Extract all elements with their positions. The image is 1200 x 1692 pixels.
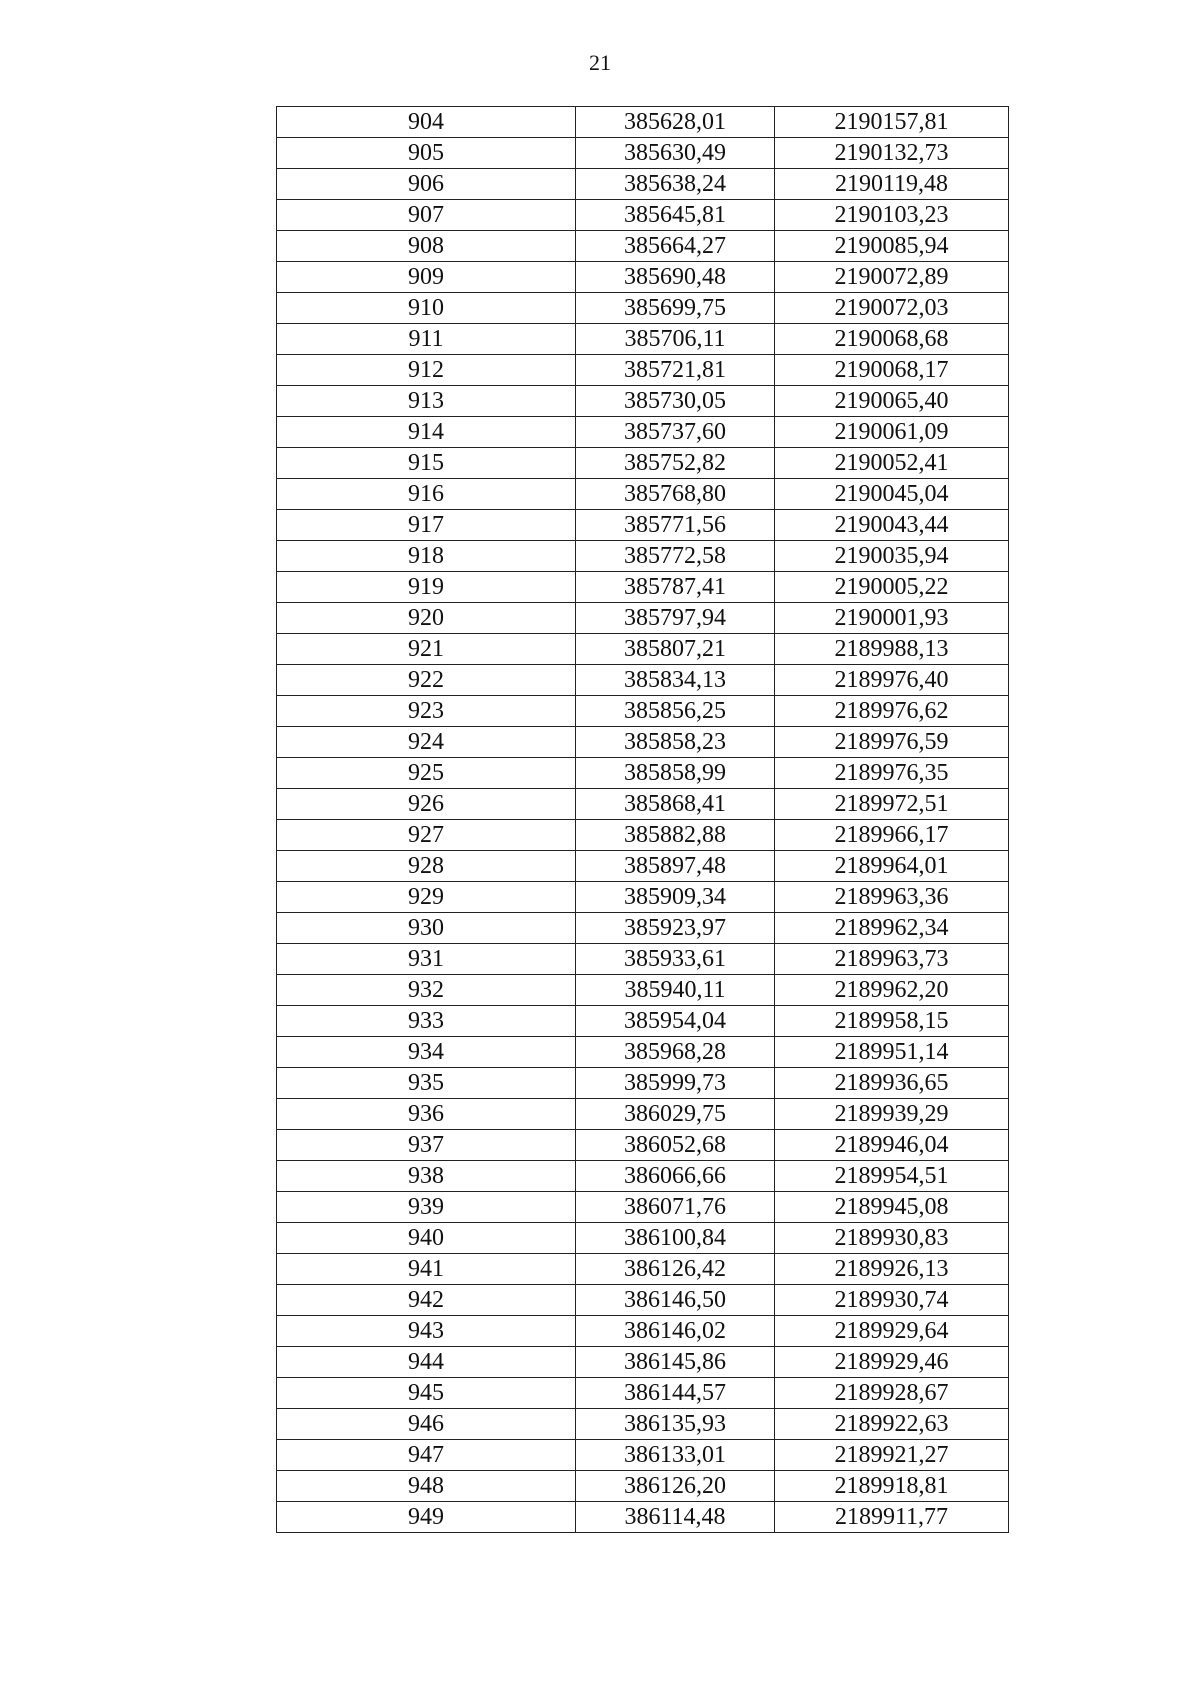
x-coordinate-cell: 385690,48 (576, 262, 775, 293)
table-row (277, 138, 1009, 169)
point-number-cell: 915 (277, 448, 576, 479)
x-coordinate-cell: 385664,27 (576, 231, 775, 262)
y-coordinate-cell: 2189976,62 (775, 696, 1009, 727)
x-coordinate-cell: 386071,76 (576, 1192, 775, 1223)
point-number-cell: 937 (277, 1130, 576, 1161)
x-coordinate-cell: 385737,60 (576, 417, 775, 448)
x-coordinate-cell: 386100,84 (576, 1223, 775, 1254)
table-row (277, 1099, 1009, 1130)
y-coordinate-cell: 2189945,08 (775, 1192, 1009, 1223)
y-coordinate-cell: 2189963,73 (775, 944, 1009, 975)
y-coordinate-cell: 2189972,51 (775, 789, 1009, 820)
y-coordinate-cell: 2190132,73 (775, 138, 1009, 169)
point-number-cell: 925 (277, 758, 576, 789)
point-number-cell: 906 (277, 169, 576, 200)
y-coordinate-cell: 2189921,27 (775, 1440, 1009, 1471)
y-coordinate-cell: 2190103,23 (775, 200, 1009, 231)
y-coordinate-cell: 2189928,67 (775, 1378, 1009, 1409)
table-row (277, 1006, 1009, 1037)
y-coordinate-cell: 2190068,17 (775, 355, 1009, 386)
x-coordinate-cell: 385882,88 (576, 820, 775, 851)
table-row (277, 1440, 1009, 1471)
y-coordinate-cell: 2189929,64 (775, 1316, 1009, 1347)
table-row (277, 913, 1009, 944)
table-row (277, 882, 1009, 913)
y-coordinate-cell: 2190045,04 (775, 479, 1009, 510)
y-coordinate-cell: 2189929,46 (775, 1347, 1009, 1378)
x-coordinate-cell: 385628,01 (576, 107, 775, 138)
table-row (277, 355, 1009, 386)
y-coordinate-cell: 2189930,83 (775, 1223, 1009, 1254)
point-number-cell: 916 (277, 479, 576, 510)
y-coordinate-cell: 2190052,41 (775, 448, 1009, 479)
x-coordinate-cell: 386146,50 (576, 1285, 775, 1316)
table-row (277, 510, 1009, 541)
y-coordinate-cell: 2190035,94 (775, 541, 1009, 572)
point-number-cell: 924 (277, 727, 576, 758)
x-coordinate-cell: 385858,99 (576, 758, 775, 789)
y-coordinate-cell: 2190065,40 (775, 386, 1009, 417)
y-coordinate-cell: 2189930,74 (775, 1285, 1009, 1316)
x-coordinate-cell: 385923,97 (576, 913, 775, 944)
y-coordinate-cell: 2189936,65 (775, 1068, 1009, 1099)
point-number-cell: 926 (277, 789, 576, 820)
table-row (277, 975, 1009, 1006)
x-coordinate-cell: 385933,61 (576, 944, 775, 975)
point-number-cell: 907 (277, 200, 576, 231)
y-coordinate-cell: 2189951,14 (775, 1037, 1009, 1068)
table-row (277, 1254, 1009, 1285)
point-number-cell: 910 (277, 293, 576, 324)
table-row (277, 758, 1009, 789)
point-number-cell: 945 (277, 1378, 576, 1409)
y-coordinate-cell: 2190043,44 (775, 510, 1009, 541)
table-row (277, 1409, 1009, 1440)
table-row (277, 634, 1009, 665)
y-coordinate-cell: 2190001,93 (775, 603, 1009, 634)
table-row (277, 324, 1009, 355)
x-coordinate-cell: 385706,11 (576, 324, 775, 355)
x-coordinate-cell: 385721,81 (576, 355, 775, 386)
table-row (277, 944, 1009, 975)
table-row (277, 1130, 1009, 1161)
x-coordinate-cell: 386135,93 (576, 1409, 775, 1440)
point-number-cell: 914 (277, 417, 576, 448)
x-coordinate-cell: 385868,41 (576, 789, 775, 820)
x-coordinate-cell: 386126,20 (576, 1471, 775, 1502)
x-coordinate-cell: 386126,42 (576, 1254, 775, 1285)
x-coordinate-cell: 385645,81 (576, 200, 775, 231)
table-row (277, 820, 1009, 851)
point-number-cell: 927 (277, 820, 576, 851)
x-coordinate-cell: 385752,82 (576, 448, 775, 479)
y-coordinate-cell: 2189954,51 (775, 1161, 1009, 1192)
y-coordinate-cell: 2190068,68 (775, 324, 1009, 355)
x-coordinate-cell: 385730,05 (576, 386, 775, 417)
table-row (277, 231, 1009, 262)
y-coordinate-cell: 2189918,81 (775, 1471, 1009, 1502)
point-number-cell: 941 (277, 1254, 576, 1285)
table-row (277, 572, 1009, 603)
point-number-cell: 943 (277, 1316, 576, 1347)
x-coordinate-cell: 386144,57 (576, 1378, 775, 1409)
x-coordinate-cell: 385909,34 (576, 882, 775, 913)
x-coordinate-cell: 386052,68 (576, 1130, 775, 1161)
table-row (277, 789, 1009, 820)
point-number-cell: 912 (277, 355, 576, 386)
table-row (277, 1347, 1009, 1378)
table-row (277, 1502, 1009, 1533)
point-number-cell: 932 (277, 975, 576, 1006)
point-number-cell: 939 (277, 1192, 576, 1223)
x-coordinate-cell: 385772,58 (576, 541, 775, 572)
table-row (277, 1471, 1009, 1502)
table-row (277, 479, 1009, 510)
point-number-cell: 909 (277, 262, 576, 293)
point-number-cell: 946 (277, 1409, 576, 1440)
y-coordinate-cell: 2190072,89 (775, 262, 1009, 293)
point-number-cell: 934 (277, 1037, 576, 1068)
point-number-cell: 935 (277, 1068, 576, 1099)
table-row (277, 293, 1009, 324)
table-row (277, 1285, 1009, 1316)
x-coordinate-cell: 385999,73 (576, 1068, 775, 1099)
y-coordinate-cell: 2189946,04 (775, 1130, 1009, 1161)
x-coordinate-cell: 385897,48 (576, 851, 775, 882)
x-coordinate-cell: 385834,13 (576, 665, 775, 696)
table-row (277, 1037, 1009, 1068)
point-number-cell: 922 (277, 665, 576, 696)
table-row (277, 417, 1009, 448)
table-row (277, 107, 1009, 138)
point-number-cell: 919 (277, 572, 576, 603)
y-coordinate-cell: 2189939,29 (775, 1099, 1009, 1130)
y-coordinate-cell: 2189976,40 (775, 665, 1009, 696)
point-number-cell: 949 (277, 1502, 576, 1533)
table-row (277, 262, 1009, 293)
point-number-cell: 936 (277, 1099, 576, 1130)
page-number: 21 (589, 50, 611, 75)
y-coordinate-cell: 2190005,22 (775, 572, 1009, 603)
x-coordinate-cell: 385797,94 (576, 603, 775, 634)
point-number-cell: 911 (277, 324, 576, 355)
point-number-cell: 908 (277, 231, 576, 262)
table-row (277, 1068, 1009, 1099)
point-number-cell: 913 (277, 386, 576, 417)
y-coordinate-cell: 2189962,34 (775, 913, 1009, 944)
x-coordinate-cell: 386145,86 (576, 1347, 775, 1378)
table-row (277, 448, 1009, 479)
x-coordinate-cell: 385954,04 (576, 1006, 775, 1037)
y-coordinate-cell: 2189926,13 (775, 1254, 1009, 1285)
x-coordinate-cell: 385856,25 (576, 696, 775, 727)
point-number-cell: 944 (277, 1347, 576, 1378)
y-coordinate-cell: 2189964,01 (775, 851, 1009, 882)
table-row (277, 1316, 1009, 1347)
point-number-cell: 933 (277, 1006, 576, 1037)
x-coordinate-cell: 385940,11 (576, 975, 775, 1006)
point-number-cell: 930 (277, 913, 576, 944)
y-coordinate-cell: 2189963,36 (775, 882, 1009, 913)
y-coordinate-cell: 2190072,03 (775, 293, 1009, 324)
table-row (277, 1161, 1009, 1192)
x-coordinate-cell: 385638,24 (576, 169, 775, 200)
table-row (277, 200, 1009, 231)
table-row (277, 1223, 1009, 1254)
x-coordinate-cell: 386066,66 (576, 1161, 775, 1192)
y-coordinate-cell: 2189966,17 (775, 820, 1009, 851)
table-row (277, 665, 1009, 696)
y-coordinate-cell: 2190061,09 (775, 417, 1009, 448)
x-coordinate-cell: 386133,01 (576, 1440, 775, 1471)
y-coordinate-cell: 2190119,48 (775, 169, 1009, 200)
x-coordinate-cell: 385787,41 (576, 572, 775, 603)
x-coordinate-cell: 385858,23 (576, 727, 775, 758)
x-coordinate-cell: 385768,80 (576, 479, 775, 510)
point-number-cell: 940 (277, 1223, 576, 1254)
x-coordinate-cell: 386146,02 (576, 1316, 775, 1347)
x-coordinate-cell: 385771,56 (576, 510, 775, 541)
point-number-cell: 947 (277, 1440, 576, 1471)
table-row (277, 603, 1009, 634)
coordinates-table (276, 106, 1009, 1533)
point-number-cell: 938 (277, 1161, 576, 1192)
point-number-cell: 920 (277, 603, 576, 634)
x-coordinate-cell: 385630,49 (576, 138, 775, 169)
x-coordinate-cell: 385968,28 (576, 1037, 775, 1068)
point-number-cell: 918 (277, 541, 576, 572)
y-coordinate-cell: 2190157,81 (775, 107, 1009, 138)
point-number-cell: 929 (277, 882, 576, 913)
y-coordinate-cell: 2190085,94 (775, 231, 1009, 262)
y-coordinate-cell: 2189976,59 (775, 727, 1009, 758)
y-coordinate-cell: 2189911,77 (775, 1502, 1009, 1533)
y-coordinate-cell: 2189958,15 (775, 1006, 1009, 1037)
x-coordinate-cell: 386029,75 (576, 1099, 775, 1130)
point-number-cell: 904 (277, 107, 576, 138)
y-coordinate-cell: 2189962,20 (775, 975, 1009, 1006)
y-coordinate-cell: 2189976,35 (775, 758, 1009, 789)
table-row (277, 1378, 1009, 1409)
table-row (277, 169, 1009, 200)
table-row (277, 851, 1009, 882)
point-number-cell: 928 (277, 851, 576, 882)
point-number-cell: 921 (277, 634, 576, 665)
table-row (277, 696, 1009, 727)
point-number-cell: 917 (277, 510, 576, 541)
point-number-cell: 923 (277, 696, 576, 727)
coordinates-table-body (277, 107, 1009, 1533)
point-number-cell: 948 (277, 1471, 576, 1502)
table-row (277, 541, 1009, 572)
y-coordinate-cell: 2189922,63 (775, 1409, 1009, 1440)
y-coordinate-cell: 2189988,13 (775, 634, 1009, 665)
point-number-cell: 931 (277, 944, 576, 975)
x-coordinate-cell: 386114,48 (576, 1502, 775, 1533)
table-row (277, 1192, 1009, 1223)
x-coordinate-cell: 385699,75 (576, 293, 775, 324)
point-number-cell: 942 (277, 1285, 576, 1316)
point-number-cell: 905 (277, 138, 576, 169)
x-coordinate-cell: 385807,21 (576, 634, 775, 665)
table-row (277, 386, 1009, 417)
table-row (277, 727, 1009, 758)
